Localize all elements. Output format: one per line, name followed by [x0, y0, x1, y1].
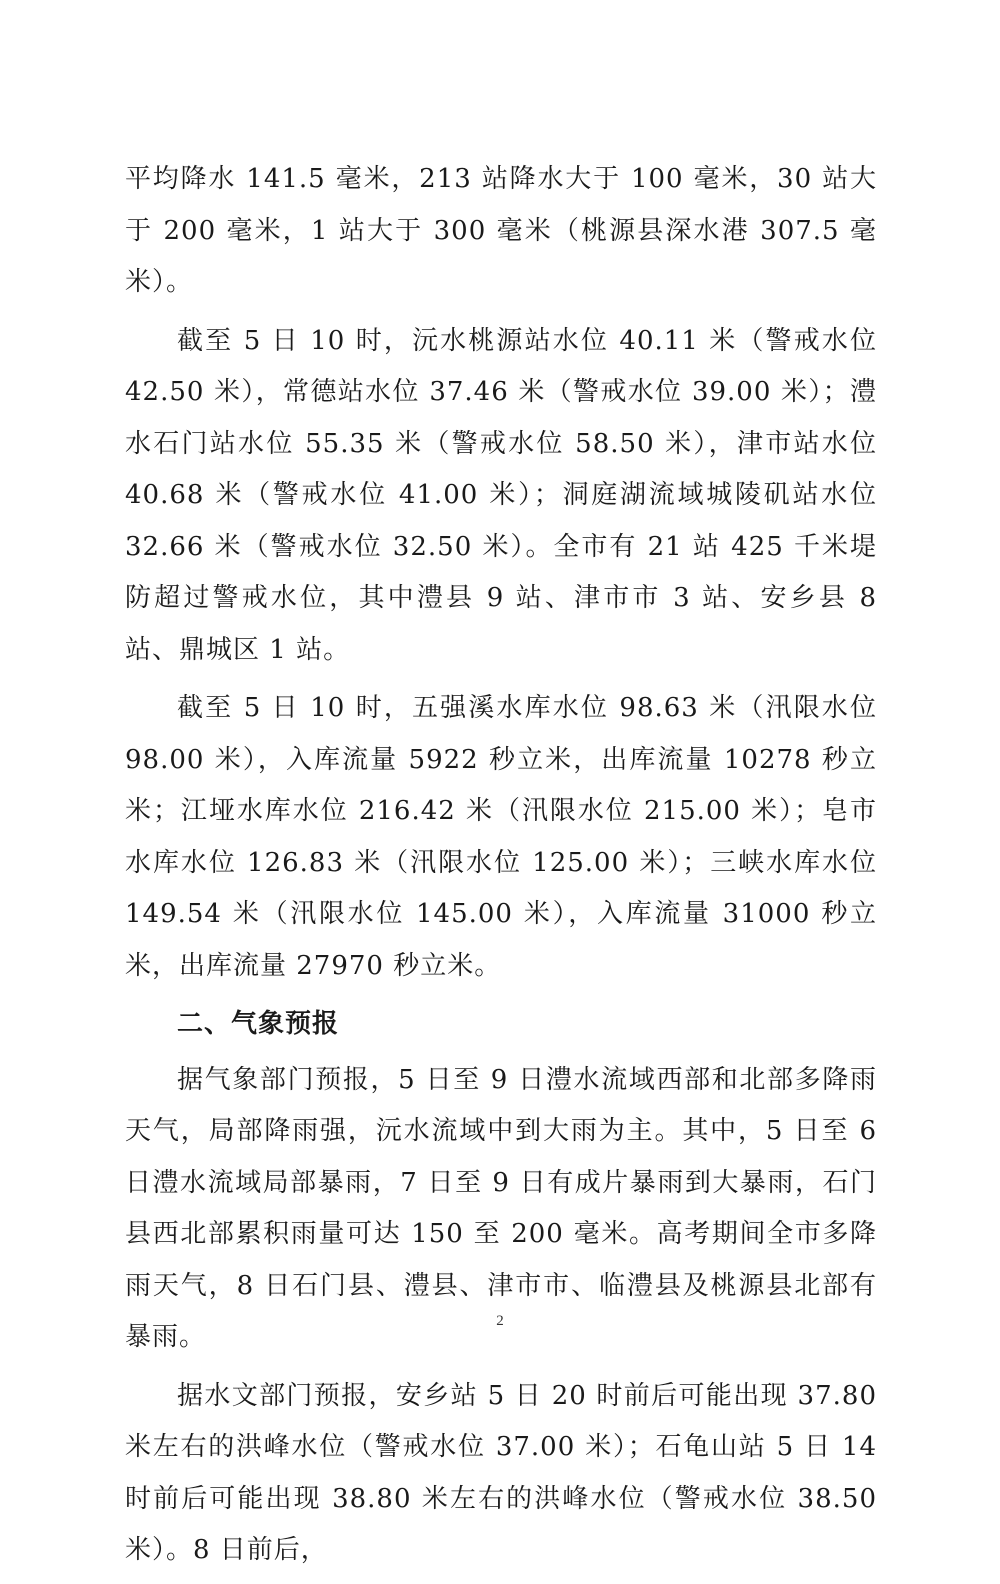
- page-number: 2: [496, 1313, 504, 1329]
- paragraph-reservoir-levels: 截至 5 日 10 时，五强溪水库水位 98.63 米（汛限水位 98.00 米），入库流量 5922 秒立米，出库流量 10278 秒立米；江垭水库水位 216.42 米（汛限水位 215.00 米）；皂市水库水位 126.83 米（汛限水位 125.00 米）；三峡水库水位 149.54 米（汛限水位 145.00 米），入库流量 31000 秒立米，出库流量 27970 秒立米。: [125, 693, 877, 981]
- paragraph-river-water-levels: 截至 5 日 10 时，沅水桃源站水位 40.11 米（警戒水位 42.50 米），常德站水位 37.46 米（警戒水位 39.00 米）；澧水石门站水位 55.35 米（警戒水位 58.50 米），津市站水位 40.68 米（警戒水位 41.00 米）；洞庭湖流域城陵矶站水位 32.66 米（警戒水位 32.50 米）。全市有 21 站 425 千米堤防超过警戒水位，其中澧县 9 站、津市市 3 站、安乡县 8 站、鼎城区 1 站。: [125, 325, 877, 665]
- section-heading-weather-forecast: 二、气象预报: [177, 1009, 340, 1039]
- document-body: [125, 154, 877, 1584]
- paragraph-rainfall-continuation: 平均降水 141.5 毫米，213 站降水大于 100 毫米，30 站大于 200 毫米，1 站大于 300 毫米（桃源县深水港 307.5 毫米）。: [125, 164, 877, 297]
- paragraph-hydrological-forecast: 据水文部门预报，安乡站 5 日 20 时前后可能出现 37.80 米左右的洪峰水位（警戒水位 37.00 米）；石龟山站 5 日 14 时前后可能出现 38.80 米左右的洪峰水位（警戒水位 38.50 米）。8 日前后，: [125, 1380, 877, 1565]
- paragraph-meteorological-forecast: 据气象部门预报，5 日至 9 日澧水流域西部和北部多降雨天气，局部降雨强，沅水流域中到大雨为主。其中，5 日至 6 日澧水流域局部暴雨，7 日至 9 日有成片暴雨到大暴雨，石门县西北部累积雨量可达 150 至 200 毫米。高考期间全市多降雨天气，8 日石门县、澧县、津市市、临澧县及桃源县北部有暴雨。: [125, 1064, 877, 1352]
